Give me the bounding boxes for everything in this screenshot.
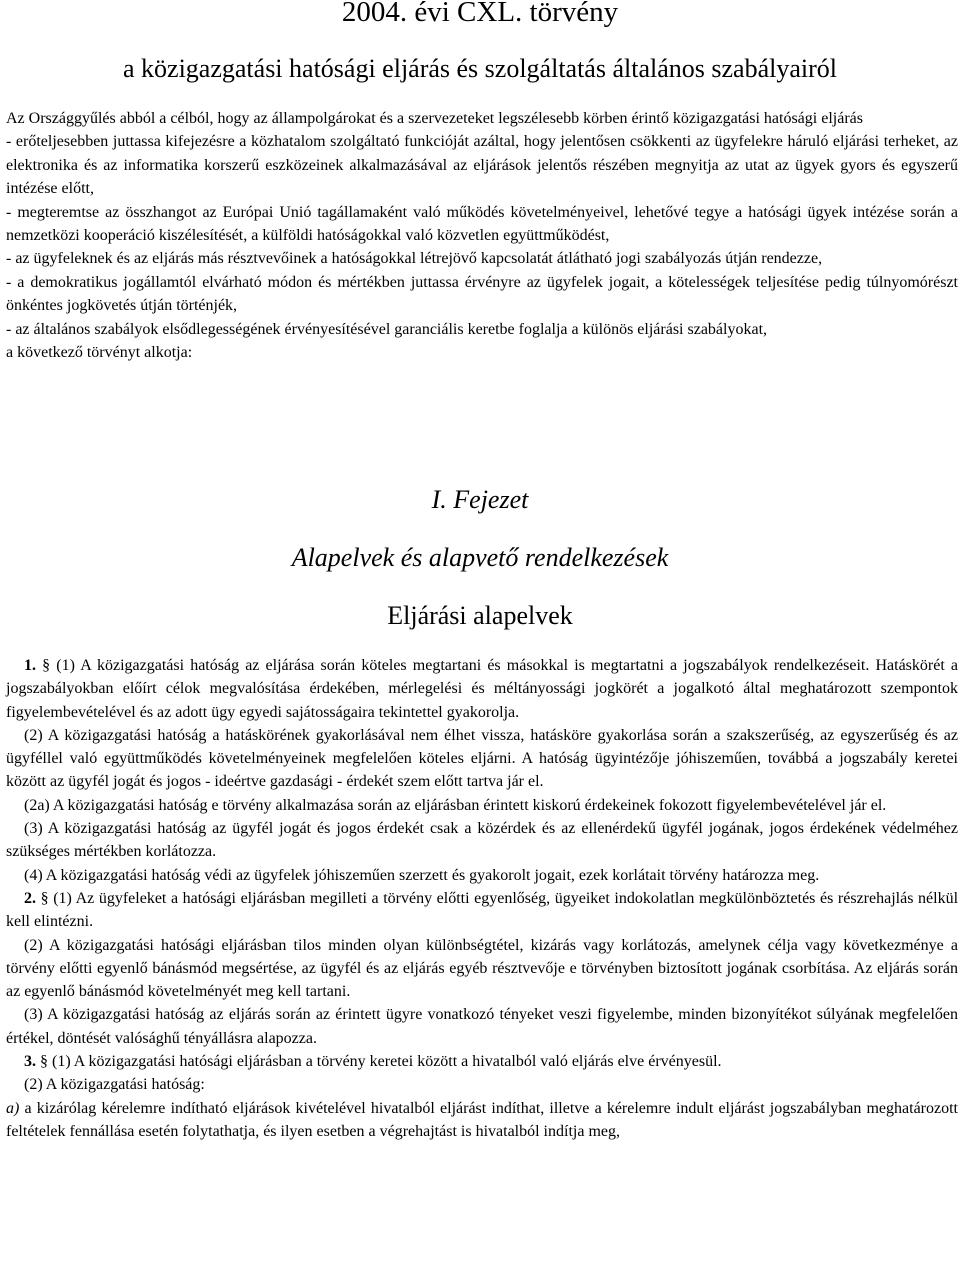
section-number: 2.: [24, 889, 36, 907]
preamble-item: - a demokratikus jogállamtól elvárható módon és mértékben juttassa érvényre az ügyfelek jogait, a kötelességek teljesítése pedig túlnyomórészt önkéntes jogkövetés útján történjék,: [6, 273, 958, 315]
preamble-item: - megteremtse az összhangot az Európai Unió tagállamaként való működés követelményeivel, lehetővé tegye a hatósági ügyek intézése során a nemzetközi kooperáció kiszélesítését, a külföldi hatóságokkal való közvetlen együttműködést,: [6, 203, 958, 245]
list-text: a kizárólag kérelemre indítható eljárások kivételével hivatalból eljárást indíthat, illetve a kérelemre indult eljárást jogszabályban meghatározott feltételek fennállása esetén folytathatja, és ilyen esetben a végrehajtást is hivatalból indítja meg,: [6, 1099, 959, 1140]
list-label: a): [6, 1099, 20, 1117]
preamble-intro: Az Országgyűlés abból a célból, hogy az állampolgárokat és a szervezeteket legszélesebb körben érintő közigazgatási hatósági eljárás: [6, 110, 863, 127]
paragraph: (2) A közigazgatási hatósági eljárásban tilos minden olyan különbségtétel, kizárás vagy korlátozás, amelynek célja vagy következménye a törvény előtti egyenlő bánásmód megsértése, az ügyfél és az eljárás egyéb résztvevője e törvényben biztosított jogának csorbítása. Az eljárás során az egyenlő bánásmód követelményét meg kell tartani.: [6, 936, 958, 1001]
section-number: 3.: [24, 1053, 36, 1071]
section-text: (1) Az ügyfeleket a hatósági eljárásban megilleti a törvény előtti egyenlőség, ügyeiket indokolatlan megkülönböztetés és részrehajlás nélkül kell elintézni.: [6, 889, 959, 931]
paragraph: (4) A közigazgatási hatóság védi az ügyfelek jóhiszeműen szerzett és gyakorolt jogait, ezek korlátait törvény határozza meg.: [24, 866, 820, 884]
list-item-a: [6, 1097, 958, 1144]
law-body: [6, 654, 958, 1143]
preamble-item: - erőteljesebben juttassa kifejezésre a közhatalom szolgáltató funkcióját azáltal, hogy jelentősen csökkenti az ügyfelekre háruló eljárási terheket, az elektronika és az informatika korszerű eszközeinek alkalmazásával az eljárások jelentős részében megnyitja az utat az ügyek gyors és egyszerű intézése előtt,: [6, 133, 958, 198]
law-title: 2004. évi CXL. törvény: [341, 0, 619, 28]
paragraph: (3) A közigazgatási hatóság az eljárás során az érintett ügyre vonatkozó tényeket veszi figyelembe, minden bizonyítékot súlyának megfelelően értékel, döntését valósághű tényállásra alapozza.: [6, 1006, 958, 1047]
section-text: (1) A közigazgatási hatóság az eljárása során köteles megtartani és másokkal is megtartatni a jogszabályok rendelkezéseit. Hatáskörét a jogszabályokban előírt célok megvalósítása érdekében, mérlegelési és méltányossági jogkörét a jogalkotó által meghatározott szempontok figyelembevételével és az adott ügy egyedi sajátosságaira tekintettel gyakorolja.: [6, 657, 959, 721]
section-text: (1) A közigazgatási hatósági eljárásban a törvény keretei között a hivatalból való eljárás elve érvényesül.: [52, 1053, 722, 1071]
section-number: 1.: [24, 657, 36, 674]
paragraph: (2a) A közigazgatási hatóság e törvény alkalmazása során az eljárásban érintett kiskorú érdekeinek fokozott figyelembevételével jár el.: [24, 796, 887, 814]
section-2: [6, 887, 958, 934]
paragraph: (3) A közigazgatási hatóság az ügyfél jogát és jogos érdekét csak a közérdek és az ellenérdekű ügyfél jogának, jogos érdekének védelméhez szükséges mértékben korlátozza.: [6, 820, 958, 861]
law-subtitle: a közigazgatási hatósági eljárás és szolgáltatás általános szabályairól: [123, 54, 837, 83]
preamble: [6, 107, 958, 364]
section-sign: §: [40, 889, 49, 907]
preamble-item: - az ügyfeleknek és az eljárás más résztvevőinek a hatóságokkal létrejövő kapcsolatát átlátható jogi szabályozás útján rendezze,: [6, 250, 823, 268]
preamble-closing: a következő törvényt alkotja:: [6, 344, 193, 362]
paragraph: (2) A közigazgatási hatóság a hatáskörének gyakorlásával nem élhet vissza, hatásköre gyakorlása során a szakszerűség, az egyszerűség és az ügyféllel való együttműködés követelményeinek megfelelően köteles eljárni. A hatóság ügyintézője jóhiszeműen, továbbá a jogszabály keretei között az ügyfél jogát és jogos - ideértve gazdasági - érdekét szem előtt tartva jár el.: [6, 726, 958, 791]
preamble-item: - az általános szabályok elsődlegességének érvényesítésével garanciális keretbe foglalja a különös eljárási szabályokat,: [6, 320, 768, 338]
section-1: [6, 654, 958, 724]
chapter-heading: I. Fejezet: [431, 485, 529, 514]
section-sign: §: [40, 1053, 48, 1071]
section-sign: §: [42, 657, 51, 674]
chapter-title: Alapelvek és alapvető rendelkezések: [291, 543, 669, 572]
section-3: [6, 1050, 958, 1073]
paragraph: (2) A közigazgatási hatóság:: [24, 1076, 205, 1094]
section-title: Eljárási alapelvek: [387, 601, 573, 630]
